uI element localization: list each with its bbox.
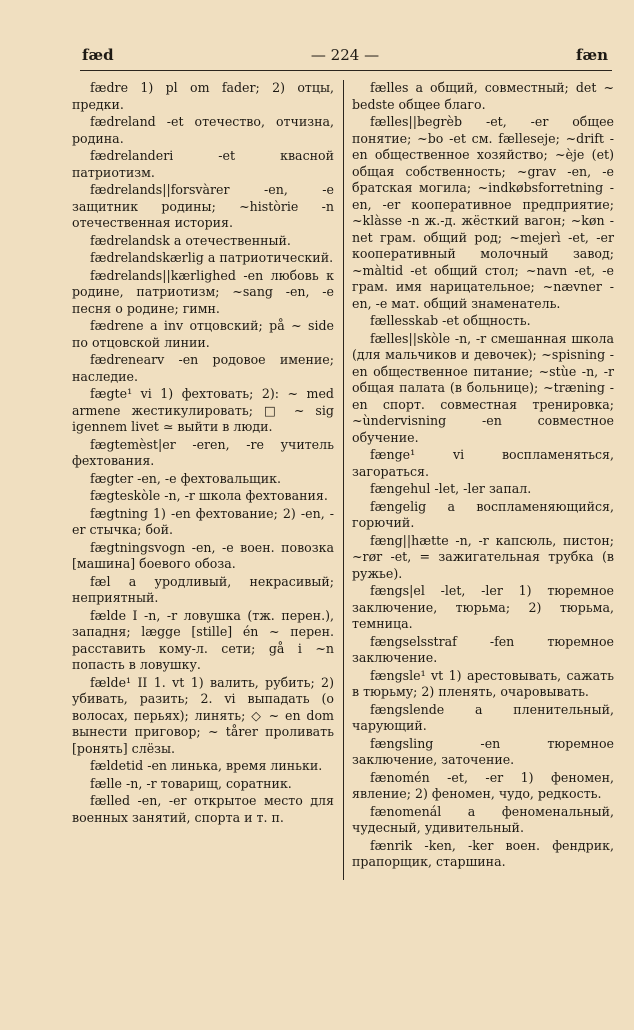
dictionary-entry: fælled -en, -er открытое место для военных занятий, спорта и т. п. xyxy=(72,793,334,825)
dictionary-entry: fælles a общий, совместный; det ~ bedste общее благо. xyxy=(352,80,614,112)
dictionary-entry: fænge¹ vi воспламеняться, загораться. xyxy=(352,447,614,479)
column-separator xyxy=(343,80,344,880)
dictionary-entry: fædrelands||forsvàrer -en, -e защитник родины; ~històrie -n отечественная история. xyxy=(72,182,334,230)
dictionary-entry: fængsling -en тюремное заключение, заточение. xyxy=(352,735,614,767)
dictionary-entry: fædrelandskærlig a патриотический. xyxy=(90,250,334,265)
dictionary-entry: fælde¹ II 1. vt 1) валить, рубить; 2) убивать, разить; 2. vi выпадать (о волосах, перьях); линять; ◇ ~ en dom вынести приговор; ~ tårer проливать [ронять] слёзы. xyxy=(72,674,334,756)
dictionary-entry: fædre 1) pl om fader; 2) отцы, предки. xyxy=(72,80,334,112)
dictionary-entry: fægtemèst|er -eren, -re учитель фехтования. xyxy=(72,436,334,468)
dictionary-entry: fængelig a воспламеняющийся, горючий. xyxy=(352,498,614,530)
dictionary-entry: fænomén -et, -er 1) феномен, явление; 2) феномен, чудо, редкость. xyxy=(352,769,614,801)
right-column xyxy=(352,80,614,872)
dictionary-entry: fælles||skòle -n, -r смешанная школа (для мальчиков и девочек); ~spisning -en общественное питание; ~stùe -n, -r общая палата (в больнице); ~træning -en спорт. совместная тренировка; ~ùndervisning -en совместное обучение. xyxy=(352,330,614,445)
header-left-guide-word: fæd xyxy=(82,46,114,64)
dictionary-entry: fægteskòle -n, -r школа фехтования. xyxy=(90,488,328,503)
dictionary-entry: fædrenearv -en родовое имение; наследие. xyxy=(72,352,334,384)
page-number: — 224 — xyxy=(310,46,380,64)
dictionary-entry: fædrene a inv отцовский; på ~ side по отцовской линии. xyxy=(72,318,334,350)
dictionary-entry: fængsle¹ vt 1) арестовывать, сажать в тюрьму; 2) пленять, очаровывать. xyxy=(352,667,614,699)
header-rule xyxy=(80,70,612,71)
dictionary-entry: fænomenál a феноменальный, чудесный, удивительный. xyxy=(352,803,614,835)
dictionary-entry: fængehul -let, -ler запал. xyxy=(370,481,532,496)
dictionary-entry: fælles||begrèb -et, -er общее понятие; ~bo -et см. fælleseje; ~drift -en общественное хозяйство; ~èje (et) общая собственность; ~grav -en, -e братская могила; ~indkøbsforretning -en, -er кооперативное предприятие; ~klàsse -n ж.-д. жёсткий вагон; ~køn -net грам. общий род; ~mejerì -et, -er кооперативный молочный завод; ~màltid -et общий стол; ~navn -et, -e грам. имя нарицательное; ~nævner -en, -e мат. общий знаменатель. xyxy=(352,114,614,311)
dictionary-entry: fældetid -en линька, время линьки. xyxy=(90,758,323,773)
dictionary-entry: fægtning 1) -en фехтование; 2) -en, -er стычка; бой. xyxy=(72,505,334,537)
dictionary-entry: fællesskab -et общность. xyxy=(370,313,531,328)
dictionary-entry: fæl a уродливый, некрасивый; неприятный. xyxy=(72,573,334,605)
page-header xyxy=(82,46,608,68)
header-right-guide-word: fæn xyxy=(576,46,608,64)
dictionary-entry: fæng||hætte -n, -r капсюль, пистон; ~rør -et, = зажигательная трубка (в ружье). xyxy=(352,532,614,581)
dictionary-entry: fælde I -n, -r ловушка (тж. перен.), западня; lægge [stille] én ~ перен. расставить кому-л. сети; gå i ~n попасть в ловушку. xyxy=(72,607,334,672)
dictionary-entry: fængslende a пленительный, чарующий. xyxy=(352,701,614,733)
dictionary-entry: fængselsstraf -fen тюремное заключение. xyxy=(352,633,614,665)
dictionary-entry: fædrelands||kærlighed -en любовь к родине, патриотизм; ~sang -en, -e песня о родине; гимн. xyxy=(72,267,334,316)
left-column xyxy=(72,80,334,827)
dictionary-entry: fægtningsvogn -en, -e воен. повозка [машина] боевого обоза. xyxy=(72,539,334,571)
dictionary-entry: fængs|el -let, -ler 1) тюремное заключение, тюрьма; 2) тюрьма, темница. xyxy=(352,583,614,631)
dictionary-entry: fædrelandsk a отечественный. xyxy=(90,232,291,248)
dictionary-entry: fægte¹ vi 1) фехтовать; 2): ~ med armene жестикулировать; □ ~ sig igennem livet ≃ выйти в люди. xyxy=(72,386,334,434)
dictionary-entry: fægter -en, -e фехтовальщик. xyxy=(90,470,282,486)
dictionary-entry: fælle -n, -r товарищ, соратник. xyxy=(90,775,292,791)
dictionary-entry: fædrelanderi -et квасной патриотизм. xyxy=(72,148,334,180)
dictionary-entry: fædreland -et отечество, отчизна, родина. xyxy=(72,114,334,146)
dictionary-entry: fænrik -ken, -ker воен. фендрик, прапорщик, старшина. xyxy=(352,837,614,869)
